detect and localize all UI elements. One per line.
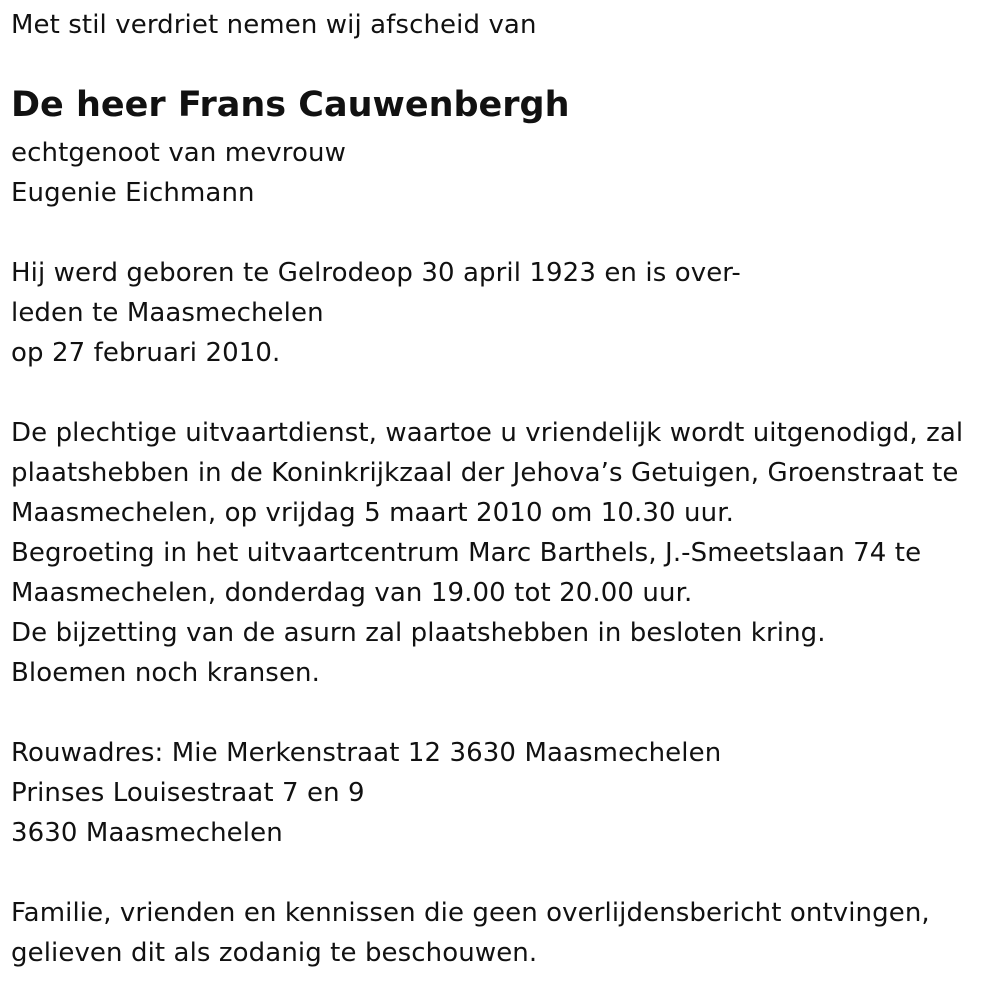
ceremony-line: De bijzetting van de asurn zal plaatshebben in besloten kring. [11, 618, 826, 648]
spouse-line: echtgenoot van mevrouw [11, 138, 346, 168]
ceremony-line: plaatshebben in de Koninkrijkzaal der Jehova’s Getuigen, Groenstraat te [11, 458, 959, 488]
ceremony-line: Bloemen noch kransen. [11, 658, 320, 688]
birth-death-line: leden te Maasmechelen [11, 298, 324, 328]
birth-death-line: Hij werd geboren te Gelrodeop 30 april 1923 en is over- [11, 258, 741, 288]
intro-text: Met stil verdriet nemen wij afscheid van [11, 10, 537, 40]
closing-line: Familie, vrienden en kennissen die geen overlijdensbericht ontvingen, [11, 898, 930, 928]
birth-death-line: op 27 februari 2010. [11, 338, 281, 368]
ceremony-line: De plechtige uitvaartdienst, waartoe u vriendelijk wordt uitgenodigd, zal [11, 418, 964, 448]
address-line: Prinses Louisestraat 7 en 9 [11, 778, 365, 808]
ceremony-line: Maasmechelen, donderdag van 19.00 tot 20.00 uur. [11, 578, 693, 608]
ceremony-line: Begroeting in het uitvaartcentrum Marc Barthels, J.-Smeetslaan 74 te [11, 538, 922, 568]
spouse-name: Eugenie Eichmann [11, 178, 255, 208]
ceremony-line: Maasmechelen, op vrijdag 5 maart 2010 om 10.30 uur. [11, 498, 734, 528]
address-line: Rouwadres: Mie Merkenstraat 12 3630 Maasmechelen [11, 738, 722, 768]
address-line: 3630 Maasmechelen [11, 818, 283, 848]
closing-line: gelieven dit als zodanig te beschouwen. [11, 938, 538, 968]
deceased-name: De heer Frans Cauwenbergh [11, 85, 570, 125]
